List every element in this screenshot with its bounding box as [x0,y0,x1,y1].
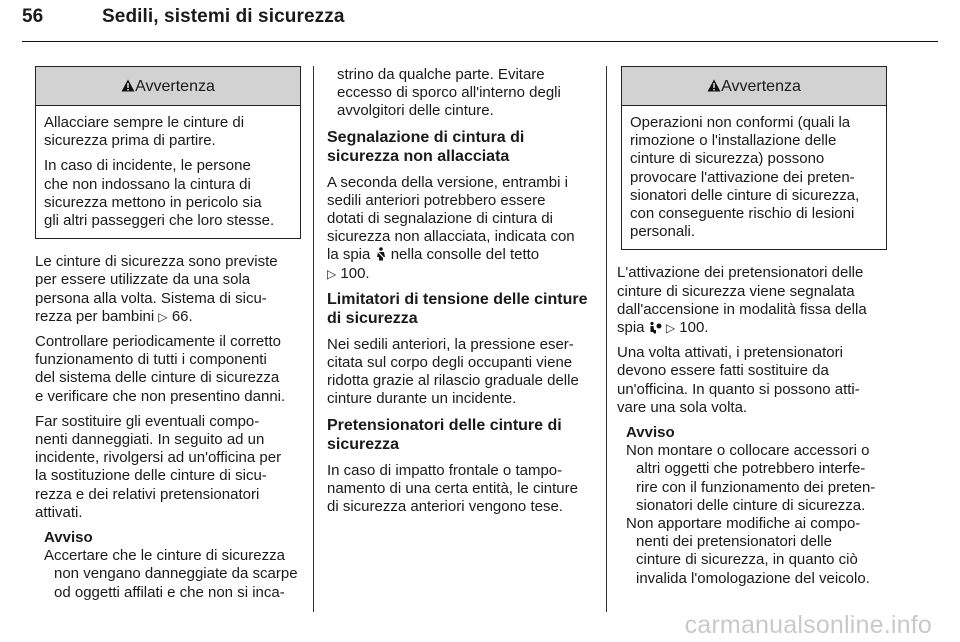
section-heading: Segnalazione di cintura di sicurezza non allacciata [327,128,525,165]
warning-box [621,66,887,250]
note-title: Avviso [44,529,93,547]
body-paragraph: Le cinture di sicurezza sono previste per essere utilizzate da una sola persona alla volta. Sistema di sicu- rezza per bambini ▷ 66. [35,253,278,325]
body-paragraph: Far sostituire gli eventuali compo- nenti danneggiati. In seguito ad un incidente, rivolgersi ad un'officina per la sostituzione delle cinture di sicu- rezza e dei relativi pretensionatori attivati. [35,412,282,521]
seatbelt-lamp-icon [375,247,387,261]
section-heading: Pretensionatori delle cinture di sicurezza [327,416,562,453]
warning-body [622,106,886,249]
page-reference[interactable]: 100. [340,264,370,282]
warning-title: Avvertenza [721,78,801,95]
body-paragraph: Una volta attivati, i pretensionatori devono essere fatti sostituire da un'officina. In quanto si possono atti- vare una sola volta. [617,344,860,416]
column-3 [617,66,887,588]
note-block: Avviso Accertare che le cinture di sicurezza non vengano danneggiate da scarpe od oggetti affilati e che non si inca- [35,529,301,602]
header-rule [22,41,938,42]
watermark: carmanualsonline.info [684,611,932,639]
column-1 [35,66,301,602]
arrow-reference-icon: ▷ [327,266,337,281]
page-number: 56 [22,6,44,27]
column-divider-2 [606,66,607,612]
continued-paragraph: strino da qualche parte. Evitare eccesso di sporco all'interno degli avvolgitori delle cinture. [337,66,561,120]
body-paragraph: L'attivazione dei pretensionatori delle cinture di sicurezza viene segnalata dall'accensione in modalità fissa della spia ▷ 100. [617,264,867,337]
body-paragraph: In caso di impatto frontale o tampo- namento di una certa entità, le cinture di sicurezza anteriori vengono tese. [327,461,578,516]
column-2 [327,66,593,523]
arrow-reference-icon: ▷ [158,309,168,324]
warning-paragraph: Allacciare sempre le cinture di sicurezza prima di partire. [44,114,245,150]
warning-title: Avvertenza [135,78,215,95]
note-block: Avviso Non montare o collocare accessori o altri oggetti che potrebbero interfe- rire con il funzionamento dei preten- sionatori delle cinture di sicurezza. Non apportare modifiche ai compo- nenti dei pretensionatori delle cinture di sicurezza, in quanto ciò invalida l'omologazione del veicolo. [621,424,887,588]
warning-body [36,106,300,238]
warning-box [35,66,301,239]
airbag-lamp-icon [649,321,662,334]
body-paragraph: Nei sedili anteriori, la pressione eser- citata sul corpo degli occupanti viene ridotta grazie al rilascio graduale delle cinture durante un incidente. [327,335,579,408]
warning-header [36,67,300,106]
warning-paragraph: Operazioni non conformi (quali la rimozione o l'installazione delle cinture di sicurezza) possono provocare l'attivazione dei preten- sionatori delle cinture di sicurezza, con conseguente rischio di lesioni personali. [630,114,860,241]
warning-triangle-icon [121,79,135,92]
body-paragraph: A seconda della versione, entrambi i sedili anteriori potrebbero essere dotati di segnalazione di cintura di sicurezza non allacciata, indicata con la spia nella consolle del tetto ▷ 100. [327,173,575,282]
warning-header [622,67,886,106]
page-title: Sedili, sistemi di sicurezza [102,6,345,27]
warning-triangle-icon [707,79,721,92]
page-header [22,6,345,28]
page-reference[interactable]: 100. [679,319,709,337]
section-heading: Limitatori di tensione delle cinture di sicurezza [327,290,588,327]
body-paragraph: Controllare periodicamente il corretto funzionamento di tutti i componenti del sistema delle cinture di sicurezza e verificare che non presentino danni. [35,333,286,405]
arrow-reference-icon: ▷ [665,321,676,336]
page-reference[interactable]: 66. [171,307,193,325]
warning-paragraph: In caso di incidente, le persone che non indossano la cintura di sicurezza mettono in pericolo sia gli altri passeggeri che loro stesse. [44,157,275,230]
note-title: Avviso [626,424,675,442]
column-divider-1 [313,66,314,612]
